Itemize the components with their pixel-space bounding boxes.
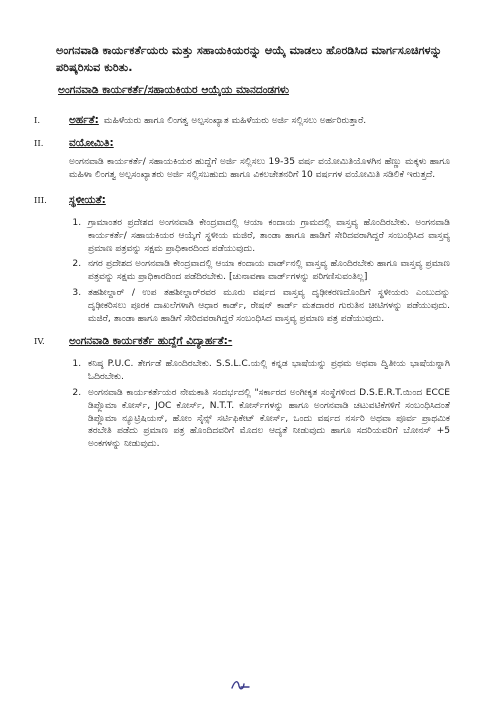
locality-list [34,217,450,325]
list-item: 3. ತಹಶೀಲ್ದಾರ್ / ಉಪ ತಹಶೀಲ್ದಾರ್‌ರವರ ಮೂರು ವರ್ಷದ ವಾಸ್ತವ್ಯ ದೃಢೀಕರಣದೊಂದಿಗೆ ಸ್ಥಳೀಯರು ಎಂಬುದನ್ನು ದೃಢೀಕರಿಸಲು ಪೂರಕ ದಾಖಲೆಗಳಾಗಿ ಆಧಾರ ಕಾರ್ಡ್, ರೇಷನ್ ಕಾರ್ಡ್ ಮತದಾರರ ಗುರುತಿನ ಚೀಟಿಗಳನ್ನು ಪಡೆಯುವುದು. ಮಜಿರೆ, ತಾಂಡಾ ಹಾಗೂ ಹಾಡಿಗೆ ಸೇರಿದವರಾಗಿದ್ದರೆ ಸಂಬಂಧಿಸಿದ ವಾಸ್ತವ್ಯ ಪ್ರಮಾಣ ಪತ್ರ ಪಡೆಯುವುದು. [84,287,450,325]
section-eligibility [34,108,450,128]
document-title: ಅಂಗನವಾಡಿ ಕಾರ್ಯಕರ್ತೆಯರು ಮತ್ತು ಸಹಾಯಕಿಯರನ್ನು ಆಯ್ಕೆ ಮಾಡಲು ಹೊರಡಿಸಿದ ಮಾರ್ಗಸೂಚಿಗಳನ್ನು ಪರಿಷ್ಕರಿಸುವ ಕುರಿತು. [56,44,442,74]
section-qualification [34,335,450,451]
list-item: 1. ಗ್ರಾಮಾಂತರ ಪ್ರದೇಶದ ಅಂಗನವಾಡಿ ಕೇಂದ್ರವಾದಲ್ಲಿ ಆಯಾ ಕಂದಾಯ ಗ್ರಾಮದಲ್ಲಿ ವಾಸ್ತವ್ಯ ಹೊಂದಿರಬೇಕು. ಅಂಗನವಾಡಿ ಕಾರ್ಯಕರ್ತೆ/ ಸಹಾಯಕಿಯರ ಆಯ್ಕೆಗೆ ಸ್ಥಳೀಯ ಮಜಿರೆ, ತಾಂಡಾ ಹಾಗೂ ಹಾಡಿಗೆ ಸೇರಿದವರಾಗಿದ್ದರೆ ಸಂಬಂಧಿಸಿದ ವಾಸ್ತವ್ಯ ಪ್ರಮಾಣ ಪತ್ರವನ್ನು ಸಕ್ಷಮ ಪ್ರಾಧಿಕಾರದಿಂದ ಪಡೆಯುವುದು. [84,217,450,255]
criteria-subheading: ಅಂಗನವಾಡಿ ಕಾರ್ಯಕರ್ತೆ/ಸಹಾಯಕಿಯರ ಆಯ್ಕೆಯ ಮಾನದಂಡಗಳು [58,84,289,96]
section-numeral: II. [34,139,44,149]
list-item: 1. ಕನಿಷ್ಠ P.U.C. ತೇರ್ಗಡೆ ಹೊಂದಿರಬೇಕು. S.S.L.C.ಯಲ್ಲಿ ಕನ್ನಡ ಭಾಷೆಯನ್ನು ಪ್ರಥಮ ಅಥವಾ ದ್ವಿತೀಯ ಭಾಷೆಯನ್ನಾಗಿ ಓದಿರಬೇಕು. [84,358,450,384]
section-heading: ಅಂಗನವಾಡಿ ಕಾರ್ಯಕರ್ತೆ ಹುದ್ದೆಗೆ ವಿದ್ಯಾರ್ಹತೆ:- [69,335,233,348]
section-numeral: III. [34,196,47,206]
section-age-limit [34,137,450,182]
qualification-list [34,358,450,451]
signature-mark [230,678,252,692]
section-heading: ವಯೋಮಿತಿ: [69,137,114,149]
list-item: 2. ನಗರ ಪ್ರದೇಶದ ಅಂಗನವಾಡಿ ಕೇಂದ್ರವಾದಲ್ಲಿ ಆಯಾ ಕಂದಾಯ ವಾರ್ಡ್‌ನಲ್ಲಿ ವಾಸ್ತವ್ಯ ಹೊಂದಿರಬೇಕು ಹಾಗೂ ವಾಸ್ತವ್ಯ ಪ್ರಮಾಣ ಪತ್ರವನ್ನು ಸಕ್ಷಮ ಪ್ರಾಧಿಕಾರದಿಂದ ಪಡೆದಿರಬೇಕು. [ಚುನಾವಣಾ ವಾರ್ಡ್‌ಗಳನ್ನು ಪರಿಗಣಿಸುವಂತಿಲ್ಲ] [84,258,450,284]
section-heading: ಅರ್ಹತೆ: [69,114,99,126]
list-item: 2. ಅಂಗನವಾಡಿ ಕಾರ್ಯಕರ್ತೆಯರ ನೇಮಕಾತಿ ಸಂದರ್ಭದಲ್ಲಿ "ಸರ್ಕಾರದ ಅಂಗೀಕೃತ ಸಂಸ್ಥೆಗಳಿಂದ D.S.E.R.T.ಯಿಂದ ECCE ಡಿಪ್ಲೊಮಾ ಕೋರ್ಸ್, JOC ಕೋರ್ಸ್, N.T.T. ಕೋರ್ಸ್‌ಗಳನ್ನು ಹಾಗೂ ಅಂಗನವಾಡಿ ಚಟುವಟಿಕೆಗಳಿಗೆ ಸಂಬಂಧಿಸಿದಂತೆ ಡಿಪ್ಲೊಮಾ ನ್ಯೂಟ್ರಿಷಿಯನ್, ಹೋಂ ಸೈನ್ಸ್ ಸರ್ಟಿಫಿಕೇಟ್ ಕೋರ್ಸ್, ಒಂದು ವರ್ಷದ ನರ್ಸರಿ ಅಥವಾ ಪೂರ್ವ ಪ್ರಾಥಮಿಕ ತರಬೇತಿ ಪಡೆದು ಪ್ರಮಾಣ ಪತ್ರ ಹೊಂದಿದವರಿಗೆ ಮೊದಲ ಆದ್ಯತೆ ನೀಡುವುದು ಹಾಗೂ ಸದರಿಯವರಿಗೆ ಬೋನಸ್ +5 ಅಂಕಗಳನ್ನು ನೀಡುವುದು. [84,387,450,451]
section-heading: ಸ್ಥಳೀಯತೆ: [69,194,106,206]
section-numeral: IV. [34,337,45,348]
section-numeral: I. [34,116,41,126]
section-text: ಅಂಗನವಾಡಿ ಕಾರ್ಯಕರ್ತೆ/ ಸಹಾಯಕಿಯರ ಹುದ್ದೆಗೆ ಅರ್ಜಿ ಸಲ್ಲಿಸಲು 19-35 ವರ್ಷ ವಯೋಮಿತಿಯೊಳಗಿನ ಹೆಣ್ಣು ಮಕ್ಕಳು ಹಾಗೂ ಮಹಿಳಾ ಲಿಂಗತ್ವ ಅಲ್ಪಸಂಖ್ಯಾತರು ಅರ್ಜಿ ಸಲ್ಲಿಸಬಹುದು ಹಾಗೂ ವಿಕಲಚೇತನರಿಗೆ 10 ವರ್ಷಗಳ ವಯೋಮಿತಿ ಸಡಿಲಿಕೆ ಇರುತ್ತದೆ. [69,157,450,180]
section-locality [34,194,450,325]
section-text: ಮಹಿಳೆಯರು ಹಾಗೂ ಲಿಂಗತ್ವ ಅಲ್ಪಸಂಖ್ಯಾತ ಮಹಿಳೆಯರು ಅರ್ಜಿ ಸಲ್ಲಿಸಲು ಅರ್ಹರಿರುತ್ತಾರೆ. [103,116,367,126]
